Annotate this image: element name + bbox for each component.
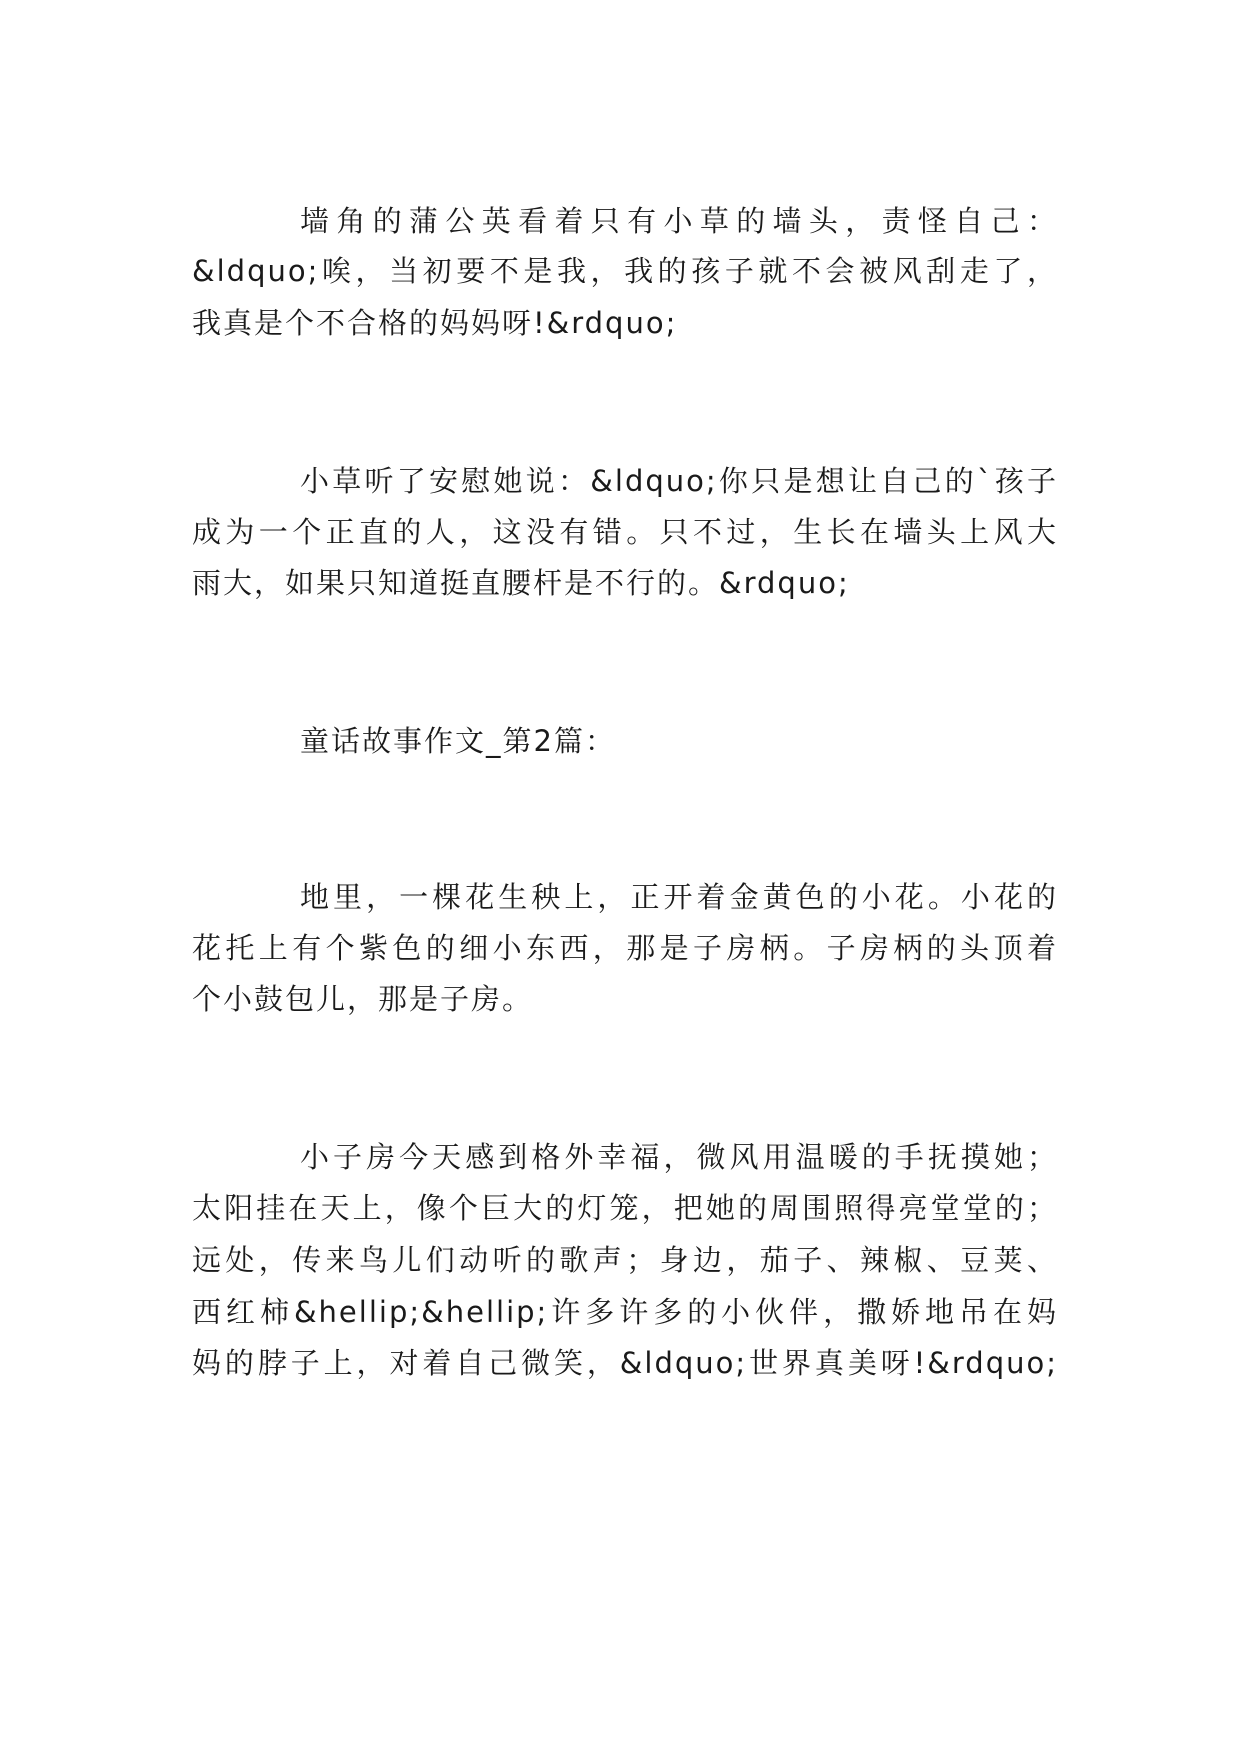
text-line: 小草听了安慰她说：&ldquo;你只是想让自己的`孩子 bbox=[300, 464, 1058, 498]
text-line: 远处，传来鸟儿们动听的歌声；身边，茄子、辣椒、豆荚、 bbox=[192, 1243, 1058, 1277]
heading-text: 童话故事作文_第2篇： bbox=[300, 724, 616, 758]
text-line: 雨大，如果只知道挺直腰杆是不行的。&rdquo; bbox=[192, 566, 850, 600]
text-line: &ldquo;唉，当初要不是我，我的孩子就不会被风刮走了， bbox=[192, 254, 1058, 288]
text-line: 个小鼓包儿，那是子房。 bbox=[192, 982, 534, 1016]
text-line: 小子房今天感到格外幸福，微风用温暖的手抚摸她； bbox=[300, 1140, 1058, 1174]
text-line: 妈的脖子上，对着自己微笑，&ldquo;世界真美呀!&rdquo; bbox=[192, 1346, 1058, 1380]
text-line: 成为一个正直的人，这没有错。只不过，生长在墙头上风大 bbox=[192, 515, 1058, 549]
text-line: 花托上有个紫色的细小东西，那是子房柄。子房柄的头顶着 bbox=[192, 931, 1058, 965]
text-line: 太阳挂在天上，像个巨大的灯笼，把她的周围照得亮堂堂的； bbox=[192, 1191, 1058, 1225]
text-line: 地里，一棵花生秧上，正开着金黄色的小花。小花的 bbox=[300, 880, 1058, 914]
text-line: 西红柿&hellip;&hellip;许多许多的小伙伴，撒娇地吊在妈 bbox=[192, 1295, 1058, 1329]
text-line: 墙角的蒲公英看着只有小草的墙头，责怪自己： bbox=[300, 204, 1058, 238]
text-line: 我真是个不合格的妈妈呀!&rdquo; bbox=[192, 306, 678, 340]
